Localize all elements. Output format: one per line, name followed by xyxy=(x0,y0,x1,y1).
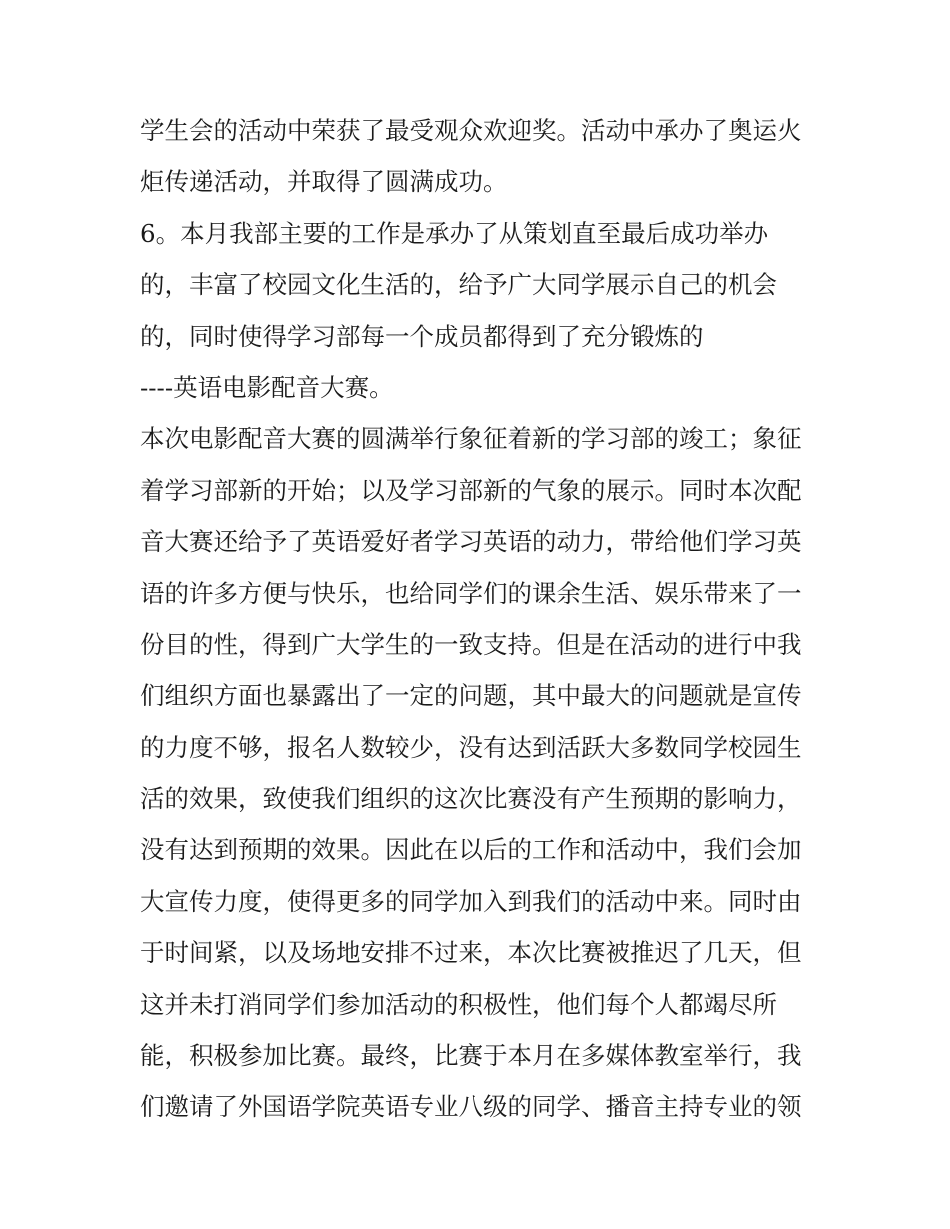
text-line: 学生会的活动中荣获了最受观众欢迎奖。活动中承办了奥运火 xyxy=(140,116,802,145)
text-line: 语的许多方便与快乐，也给同学们的课余生活、娱乐带来了一 xyxy=(140,578,802,608)
text-line: 们邀请了外国语学院英语专业八级的同学、播音主持专业的领 xyxy=(140,1092,802,1122)
text-line: 于时间紧，以及场地安排不过来，本次比赛被推迟了几天，但 xyxy=(140,938,802,968)
text-line: 活的效果，致使我们组织的这次比赛没有产生预期的影响力， xyxy=(140,784,802,814)
text-line: ----英语电影配音大赛。 xyxy=(140,372,394,402)
body-text xyxy=(140,105,830,1133)
text-line: 的，同时使得学习部每一个成员都得到了充分锻炼的 xyxy=(140,321,704,351)
text-line: 炬传递活动，并取得了圆满成功。 xyxy=(140,167,508,197)
text-line: 能，积极参加比赛。最终，比赛于本月在多媒体教室举行，我 xyxy=(140,1041,802,1071)
text-line: 音大赛还给予了英语爱好者学习英语的动力，带给他们学习英 xyxy=(140,527,802,557)
text-line: 这并未打消同学们参加活动的积极性，他们每个人都竭尽所 xyxy=(140,989,777,1019)
text-line: 没有达到预期的效果。因此在以后的工作和活动中，我们会加 xyxy=(140,835,802,865)
text-line: 大宣传力度，使得更多的同学加入到我们的活动中来。同时由 xyxy=(140,886,802,916)
text-line: 们组织方面也暴露出了一定的问题，其中最大的问题就是宣传 xyxy=(140,681,802,711)
text-line: 着学习部新的开始；以及学习部新的气象的展示。同时本次配 xyxy=(140,475,802,505)
text-line: 份目的性，得到广大学生的一致支持。但是在活动的进行中我 xyxy=(140,629,802,659)
text-line: 6。本月我部主要的工作是承办了从策划直至最后成功举办 xyxy=(140,218,769,248)
text-line: 的，丰富了校园文化生活的，给予广大同学展示自己的机会 xyxy=(140,270,777,300)
text-line: 本次电影配音大赛的圆满举行象征着新的学习部的竣工；象征 xyxy=(140,424,802,454)
text-line: 的力度不够，报名人数较少，没有达到活跃大多数同学校园生 xyxy=(140,732,802,762)
